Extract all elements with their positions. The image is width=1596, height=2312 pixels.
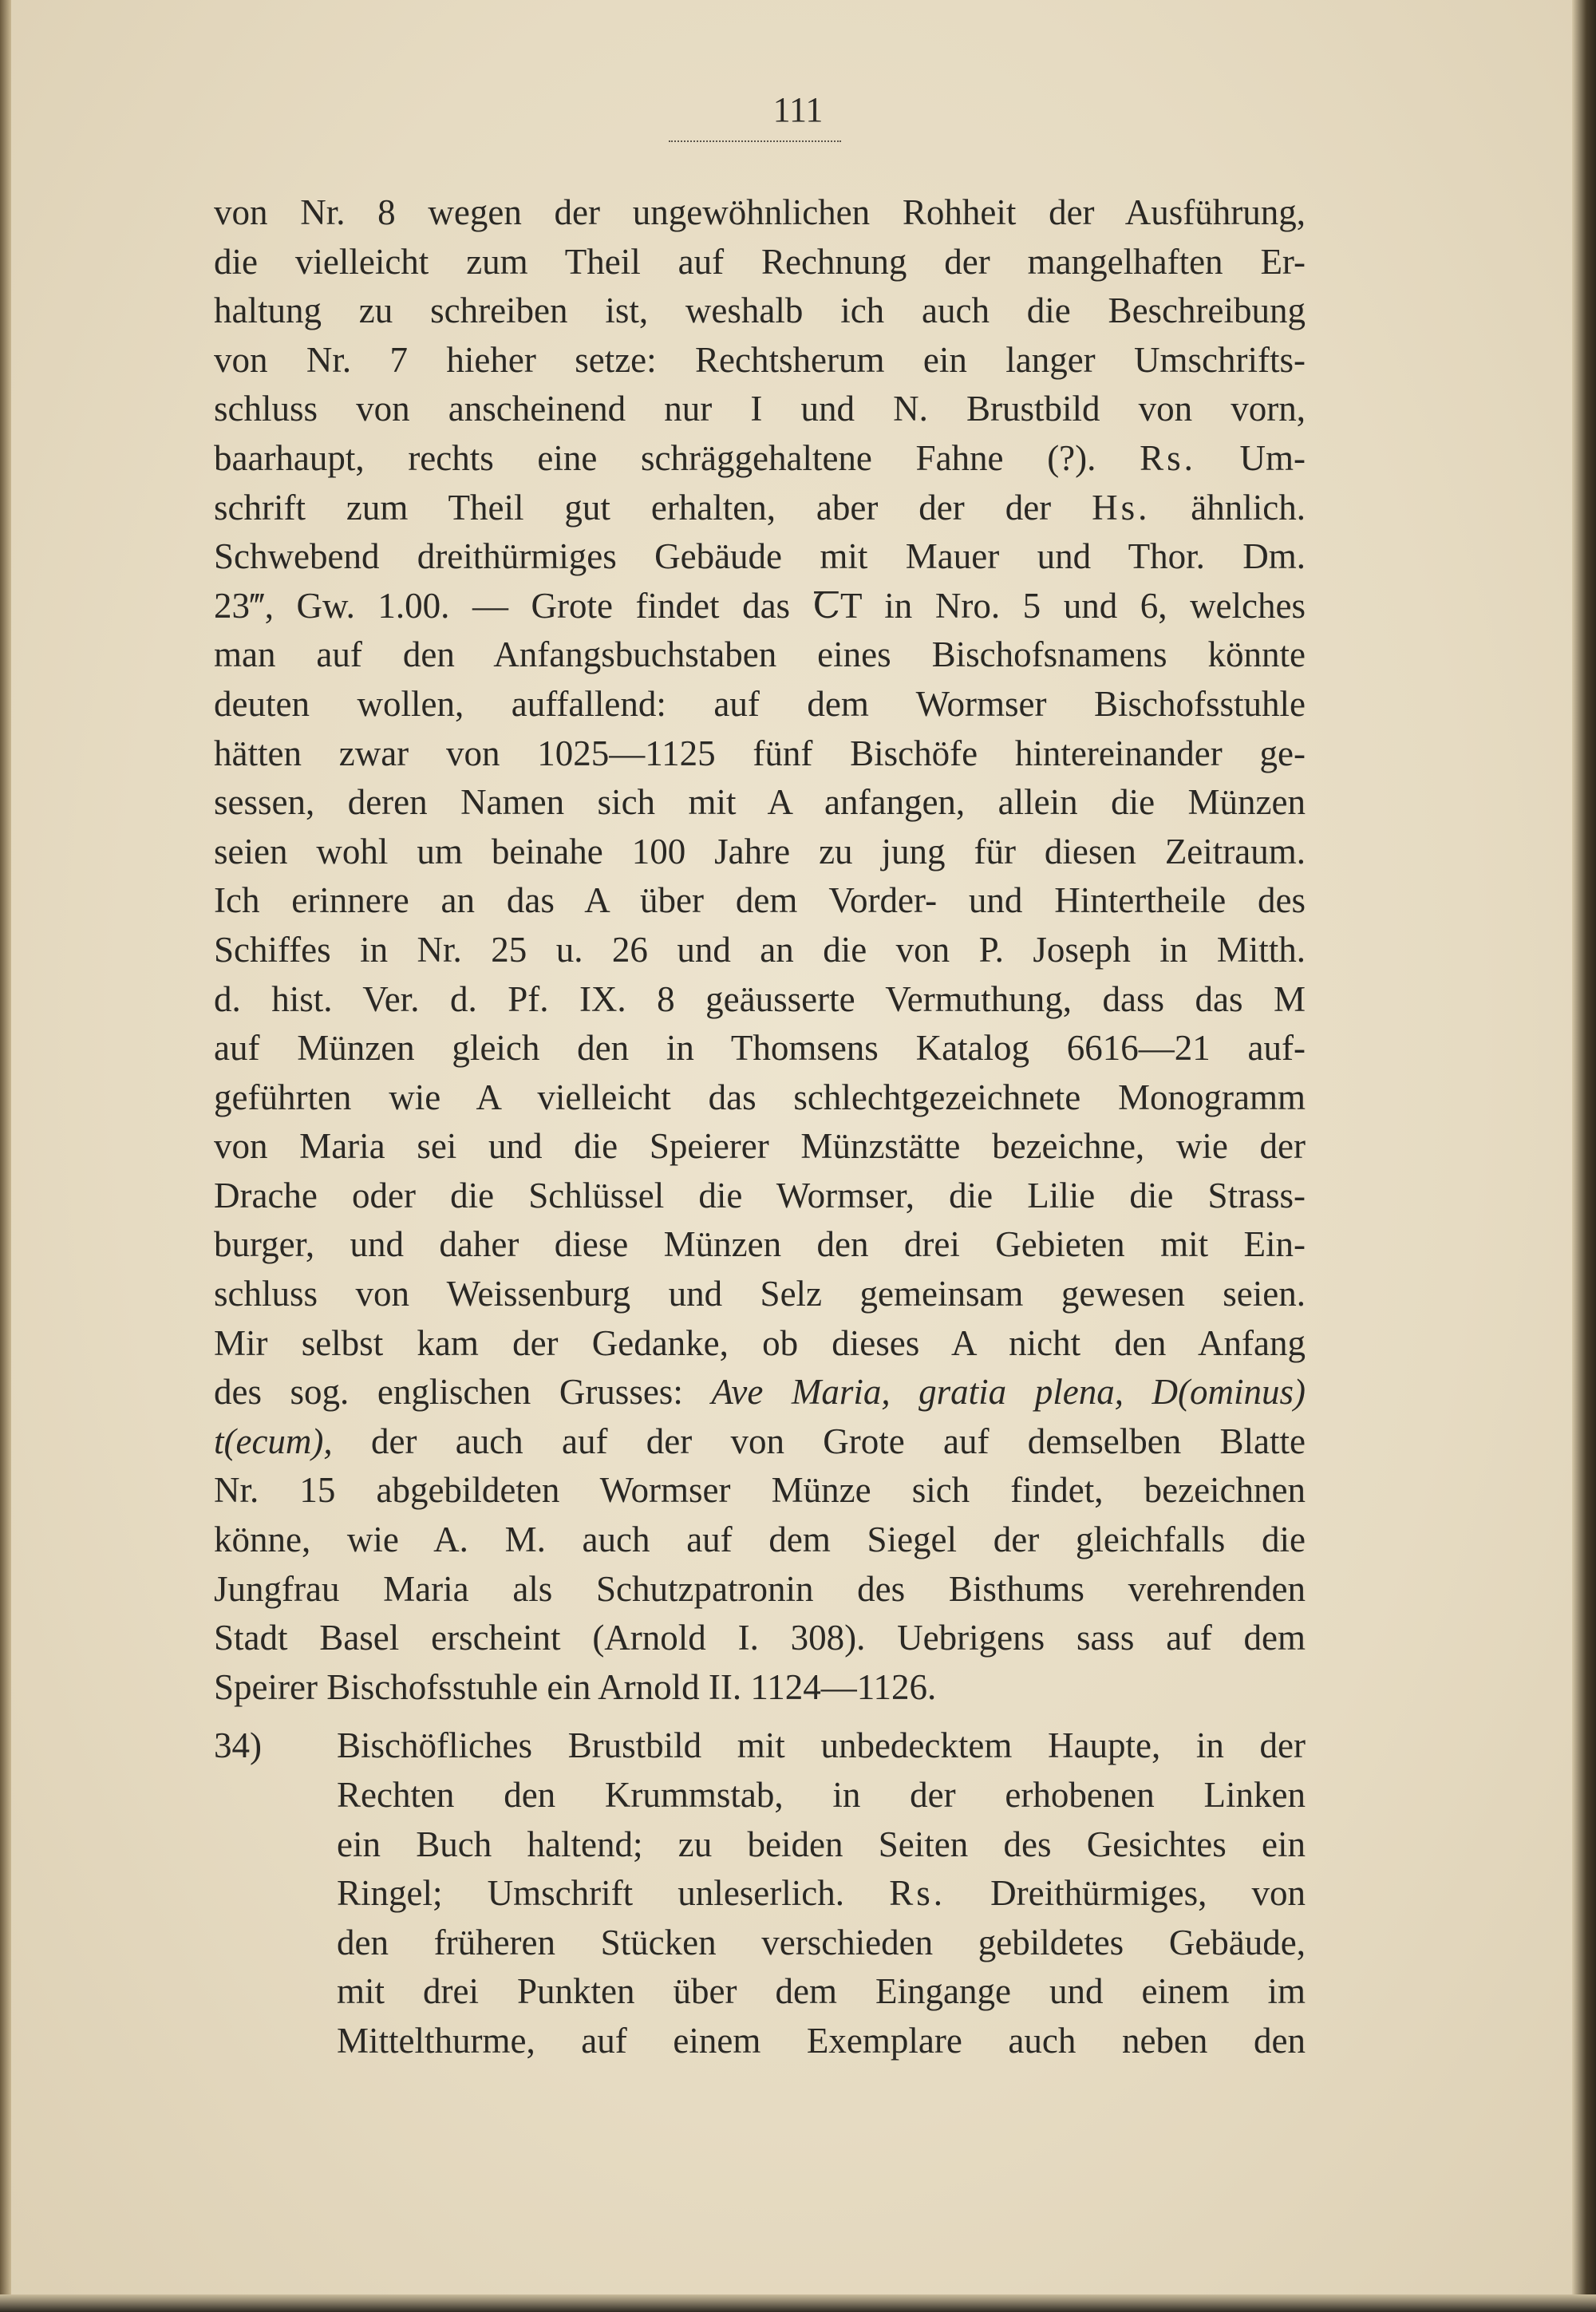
text-line: Speirer Bischofsstuhle ein Arnold II. 1124—1126. bbox=[214, 1666, 937, 1707]
text-line: 23‴, Gw. 1.00. — Grote findet das ꞆT in Nro. 5 und 6, welches bbox=[214, 585, 1306, 626]
text-line: haltung zu schreiben ist, weshalb ich auch die Beschreibung bbox=[214, 290, 1306, 331]
text-line: Mir selbst kam der Gedanke, ob dieses A nicht den Anfang bbox=[214, 1322, 1306, 1363]
text-line: schluss von anscheinend nur I und N. Brustbild von vorn, bbox=[214, 389, 1306, 429]
text-line: Rechten den Krummstab, in der erhobenen Linken bbox=[337, 1775, 1306, 1815]
text-segment: Bischöfliches Brustbild mit unbedecktem Haupte, in der bbox=[337, 1725, 1306, 1766]
text-line: schluss von Weissenburg und Selz gemeinsam gewesen seien. bbox=[214, 1274, 1306, 1314]
catalog-item-34 bbox=[214, 1721, 1306, 2065]
page-left-edge bbox=[0, 0, 11, 2312]
text-line: Nr. 15 abgebildeten Wormser Münze sich findet, bezeichnen bbox=[214, 1470, 1306, 1511]
text-line: Mittelthurme, auf einem Exemplare auch neben den bbox=[337, 2020, 1306, 2061]
text-line: d. hist. Ver. d. Pf. IX. 8 geäusserte Vermuthung, dass das M bbox=[214, 978, 1306, 1019]
text-segment: der auch auf der von Grote auf demselben Blatte bbox=[370, 1421, 1306, 1461]
text-line bbox=[214, 484, 1306, 533]
text-segment: des sog. englischen Grusses: bbox=[214, 1372, 683, 1413]
text-line: deuten wollen, auffallend: auf dem Wormser Bischofsstuhle bbox=[214, 683, 1306, 724]
text-line: Stadt Basel erscheint (Arnold I. 308). Uebrigens sass auf dem bbox=[214, 1618, 1306, 1658]
text-line: von Nr. 8 wegen der ungewöhnlichen Rohheit der Ausführung, bbox=[214, 192, 1306, 232]
text-line: seien wohl um beinahe 100 Jahre zu jung für diesen Zeitraum. bbox=[214, 831, 1306, 871]
text-line: ein Buch haltend; zu beiden Seiten des Gesichtes ein bbox=[337, 1824, 1306, 1864]
text-line: den früheren Stücken verschieden gebildetes Gebäude, bbox=[337, 1922, 1306, 1962]
text-line bbox=[214, 434, 1306, 484]
text-line: hätten zwar von 1025—1125 fünf Bischöfe hintereinander ge- bbox=[214, 733, 1306, 773]
item-number: 34) bbox=[214, 1725, 262, 1766]
text-line: Jungfrau Maria als Schutzpatronin des Bisthums verehrenden bbox=[214, 1568, 1306, 1609]
text-line bbox=[214, 1869, 1306, 1919]
text-line: burger, und daher diese Münzen den drei Gebieten mit Ein- bbox=[214, 1224, 1306, 1265]
page-bottom-edge bbox=[0, 2294, 1596, 2312]
text-line: Schiffes in Nr. 25 u. 26 und an die von P. Joseph in Mitth. bbox=[214, 929, 1306, 970]
text-segment: baarhaupt, rechts eine schräggehaltene Fahne (?). bbox=[214, 437, 1096, 478]
header-ornament-rule bbox=[669, 140, 841, 145]
latin-quotation: t(ecum), bbox=[214, 1421, 333, 1461]
text-line: die vielleicht zum Theil auf Rechnung der mangelhaften Er- bbox=[214, 241, 1306, 282]
body-text bbox=[214, 188, 1306, 2066]
text-segment: Ringel; Umschrift unleserlich. bbox=[337, 1873, 844, 1914]
text-line: Schwebend dreithürmiges Gebäude mit Mauer und Thor. Dm. bbox=[214, 536, 1306, 577]
text-line: mit drei Punkten über dem Eingange und einem im bbox=[337, 1971, 1306, 2012]
spaced-abbreviation: Rs. bbox=[889, 1873, 946, 1914]
text-line: von Maria sei und die Speierer Münzstätte bezeichne, wie der bbox=[214, 1126, 1306, 1167]
spaced-abbreviation: Rs. bbox=[1140, 437, 1196, 478]
text-line bbox=[214, 1721, 1306, 1771]
text-line: man auf den Anfangsbuchstaben eines Bischofsnamens könnte bbox=[214, 634, 1306, 675]
spaced-abbreviation: Hs. bbox=[1092, 487, 1151, 528]
text-line: von Nr. 7 hieher setze: Rechtsherum ein langer Umschrifts- bbox=[214, 339, 1306, 380]
page-right-edge bbox=[1572, 0, 1596, 2312]
text-line: geführten wie A vielleicht das schlechtgezeichnete Monogramm bbox=[214, 1077, 1306, 1117]
text-segment: Dreithürmiges, von bbox=[990, 1873, 1306, 1914]
text-line bbox=[214, 1417, 1306, 1467]
text-line: auf Münzen gleich den in Thomsens Katalog 6616—21 auf- bbox=[214, 1028, 1306, 1069]
text-line: könne, wie A. M. auch auf dem Siegel der gleichfalls die bbox=[214, 1520, 1306, 1560]
text-line bbox=[214, 1368, 1306, 1417]
text-line: Drache oder die Schlüssel die Wormser, die Lilie die Strass- bbox=[214, 1175, 1306, 1215]
text-segment: ähnlich. bbox=[1191, 487, 1306, 528]
text-segment: Um- bbox=[1239, 437, 1306, 478]
latin-quotation: Ave Maria, gratia plena, D(ominus) bbox=[711, 1372, 1306, 1413]
text-segment: schrift zum Theil gut erhalten, aber der der bbox=[214, 487, 1052, 528]
text-line: Ich erinnere an das A über dem Vorder- und Hintertheile des bbox=[214, 880, 1306, 921]
text-line: sessen, deren Namen sich mit A anfangen, allein die Münzen bbox=[214, 782, 1306, 823]
page-number: 111 bbox=[772, 90, 824, 129]
